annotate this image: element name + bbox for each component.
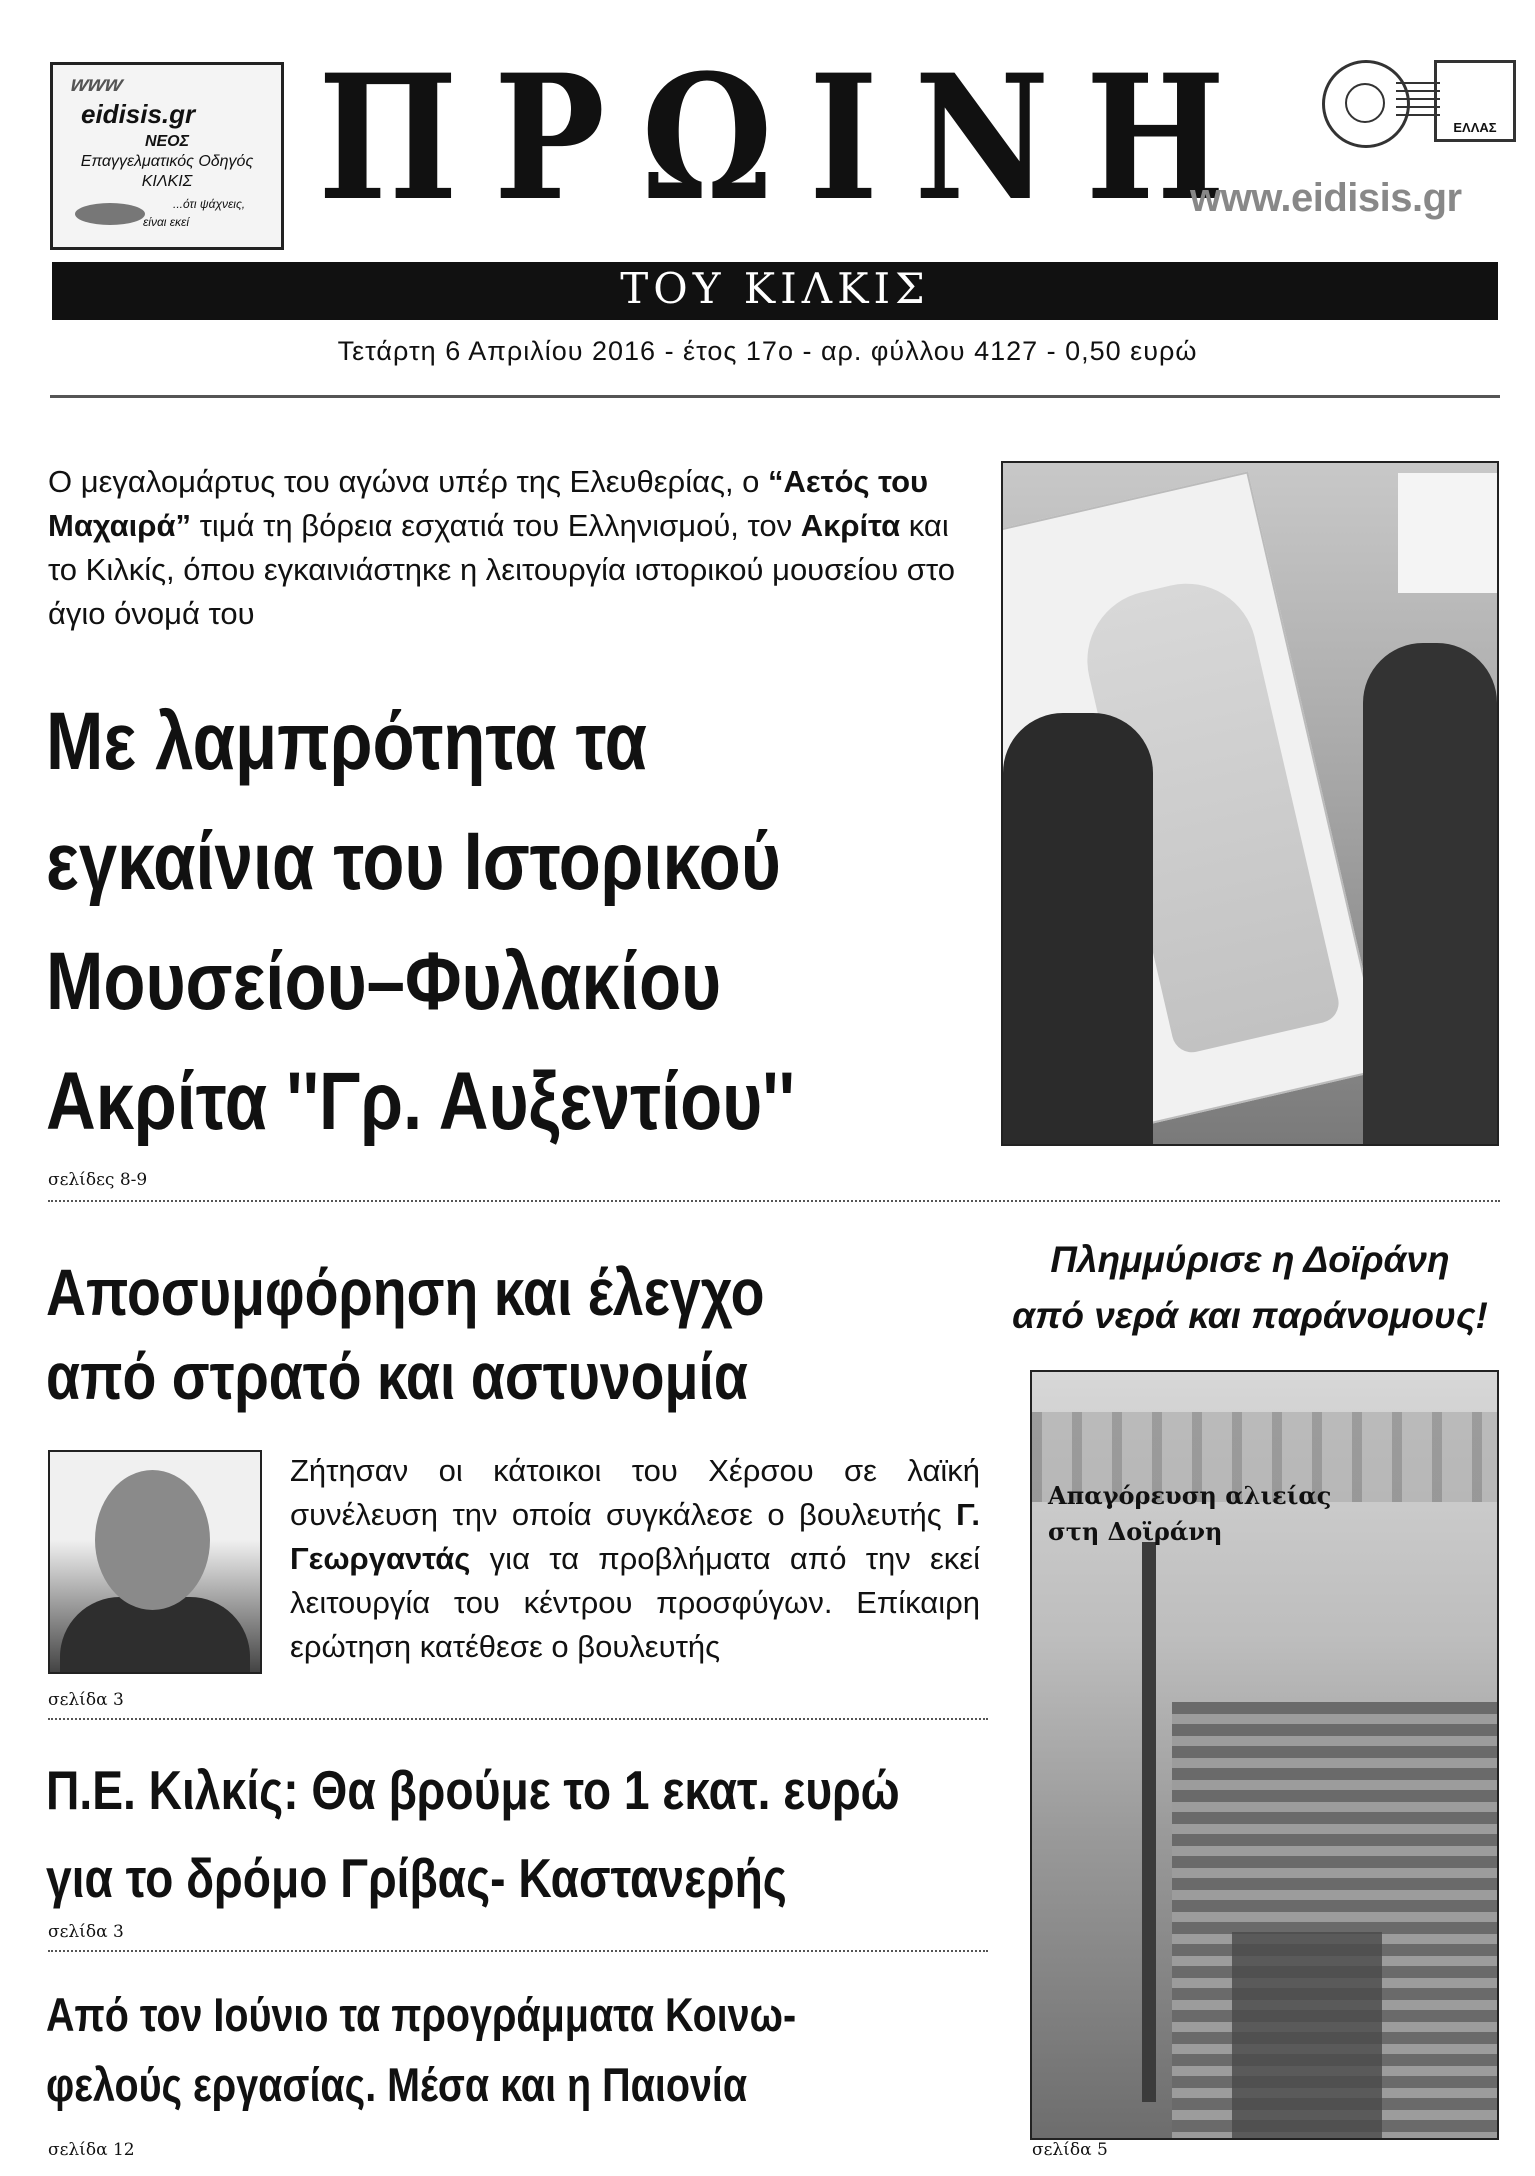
- website-link[interactable]: www.eidisis.gr: [1190, 176, 1462, 220]
- lead-headline-line-3: Μουσείου–Φυλακίου: [46, 936, 722, 1027]
- story2-headline-line-1: Αποσυμφόρηση και έλεγχο: [46, 1255, 765, 1329]
- side-headline-line-2: από νερά και παράνομους!: [1012, 1295, 1488, 1336]
- hand-icon: [75, 203, 145, 225]
- ad-line-1: ΝΕΟΣ: [144, 133, 190, 150]
- lead-headline-line-2: εγκαίνια του Ιστορικού: [46, 816, 781, 907]
- lead-intro-bold-2: Ακρίτα: [800, 508, 901, 543]
- ad-line-4: ...ότι ψάχνεις,: [173, 197, 246, 211]
- story2-headline-line-2: από στρατό και αστυνομία: [46, 1339, 748, 1413]
- story2-body-bold: Γ. Γεωργαντάς: [290, 1497, 980, 1576]
- subtitle-bar: [52, 262, 1498, 320]
- mp-portrait: [48, 1450, 262, 1674]
- photo-person-left: [1003, 713, 1153, 1144]
- stamp-center-icon: [1345, 83, 1385, 123]
- side-headline-line-1: Πλημμύρισε η Δοϊράνη: [1050, 1239, 1450, 1280]
- story2-body: [290, 1449, 980, 1669]
- lead-headline-line-1: Με λαμπρότητα τα: [46, 696, 647, 787]
- section-divider: [48, 1950, 988, 1952]
- lead-intro-text-1: Ο μεγαλομάρτυς του αγώνα υπέρ της Ελευθερίας, ο: [48, 464, 769, 499]
- photo-sign: [1398, 473, 1497, 593]
- newspaper-subtitle: ΤΟΥ ΚΙΛΚΙΣ: [620, 264, 930, 313]
- lead-page-ref[interactable]: σελίδες 8-9: [48, 1170, 148, 1190]
- story2-body-text-2: για τα προβλήματα από την εκεί λειτουργία του κέντρου προσφύγων. Επίκαιρη ερώτηση κατέθεσε ο βουλευτής: [290, 1541, 980, 1664]
- story3-headline-line-2: για το δρόμο Γρίβας- Καστανερής: [46, 1847, 787, 1909]
- story4-page-ref[interactable]: σελίδα 12: [48, 2140, 135, 2160]
- lead-headline-line-4: Ακρίτα ''Γρ. Αυξεντίου'': [46, 1056, 796, 1147]
- story2-headline[interactable]: [46, 1250, 978, 1418]
- masthead-divider: [50, 395, 1500, 398]
- lead-intro-bold-1: “Αετός του Μαχαιρά”: [48, 464, 929, 543]
- story3-headline-line-1: Π.Ε. Κιλκίς: Θα βρούμε το 1 εκατ. ευρώ: [46, 1759, 900, 1821]
- lead-headline[interactable]: [46, 682, 987, 1162]
- lead-photo: [1001, 461, 1499, 1146]
- story3-headline[interactable]: [46, 1746, 995, 1922]
- story3-page-ref[interactable]: σελίδα 3: [48, 1922, 124, 1942]
- lead-intro: [48, 460, 978, 636]
- lead-intro-text-2: τιμά τη βόρεια εσχατιά του Ελληνισμού, τον: [191, 508, 801, 543]
- newspaper-title: ΠΡΩΙΝΗ: [318, 36, 1262, 239]
- ad-site-name: eidisis.gr: [81, 99, 196, 129]
- photo-person-right: [1363, 643, 1497, 1144]
- ad-line-2: Επαγγελματικός Οδηγός: [80, 153, 254, 170]
- ad-line-5: είναι εκεί: [143, 215, 189, 229]
- lead-intro-text-3: και το Κιλκίς, όπου εγκαινιάστηκε η λειτουργία ιστορικού μουσείου στο άγιο όνομά του: [48, 508, 955, 631]
- story4-headline-line-1: Από τον Ιούνιο τα προγράμματα Κοινω-: [46, 1988, 797, 2041]
- photo-caption-line-2: στη Δοϊράνη: [1048, 1517, 1223, 1546]
- side-headline[interactable]: [1000, 1232, 1500, 1344]
- ad-www-text: www: [68, 71, 126, 96]
- story4-headline[interactable]: [46, 1980, 995, 2120]
- post-horn-stamp-icon: [1434, 60, 1516, 142]
- side-page-ref[interactable]: σελίδα 5: [1032, 2140, 1108, 2160]
- ad-line-3: ΚΙΛΚΙΣ: [141, 173, 193, 190]
- story2-body-text-1: Ζήτησαν οι κάτοικοι του Χέρσου σε λαϊκή συνέλευση την οποία συγκάλεσε ο βουλευτής: [290, 1453, 980, 1532]
- photo-flooded-water: [1232, 1932, 1382, 2138]
- photo-caption: [1048, 1478, 1331, 1550]
- stamp-label: ΕΛΛΑΣ: [1453, 120, 1497, 135]
- story4-headline-line-2: φελούς εργασίας. Μέσα και η Παιονία: [46, 2058, 748, 2111]
- advert-eidisis[interactable]: [50, 62, 284, 250]
- section-divider: [48, 1200, 1500, 1202]
- portrait-face: [95, 1470, 210, 1610]
- story2-page-ref[interactable]: σελίδα 3: [48, 1690, 124, 1710]
- dateline: Τετάρτη 6 Απριλίου 2016 - έτος 17ο - αρ. φύλλου 4127 - 0,50 ευρώ: [337, 336, 1198, 366]
- photo-caption-line-1: Απαγόρευση αλιείας: [1048, 1481, 1332, 1510]
- photo-railing: [1142, 1542, 1156, 2102]
- section-divider: [48, 1718, 988, 1720]
